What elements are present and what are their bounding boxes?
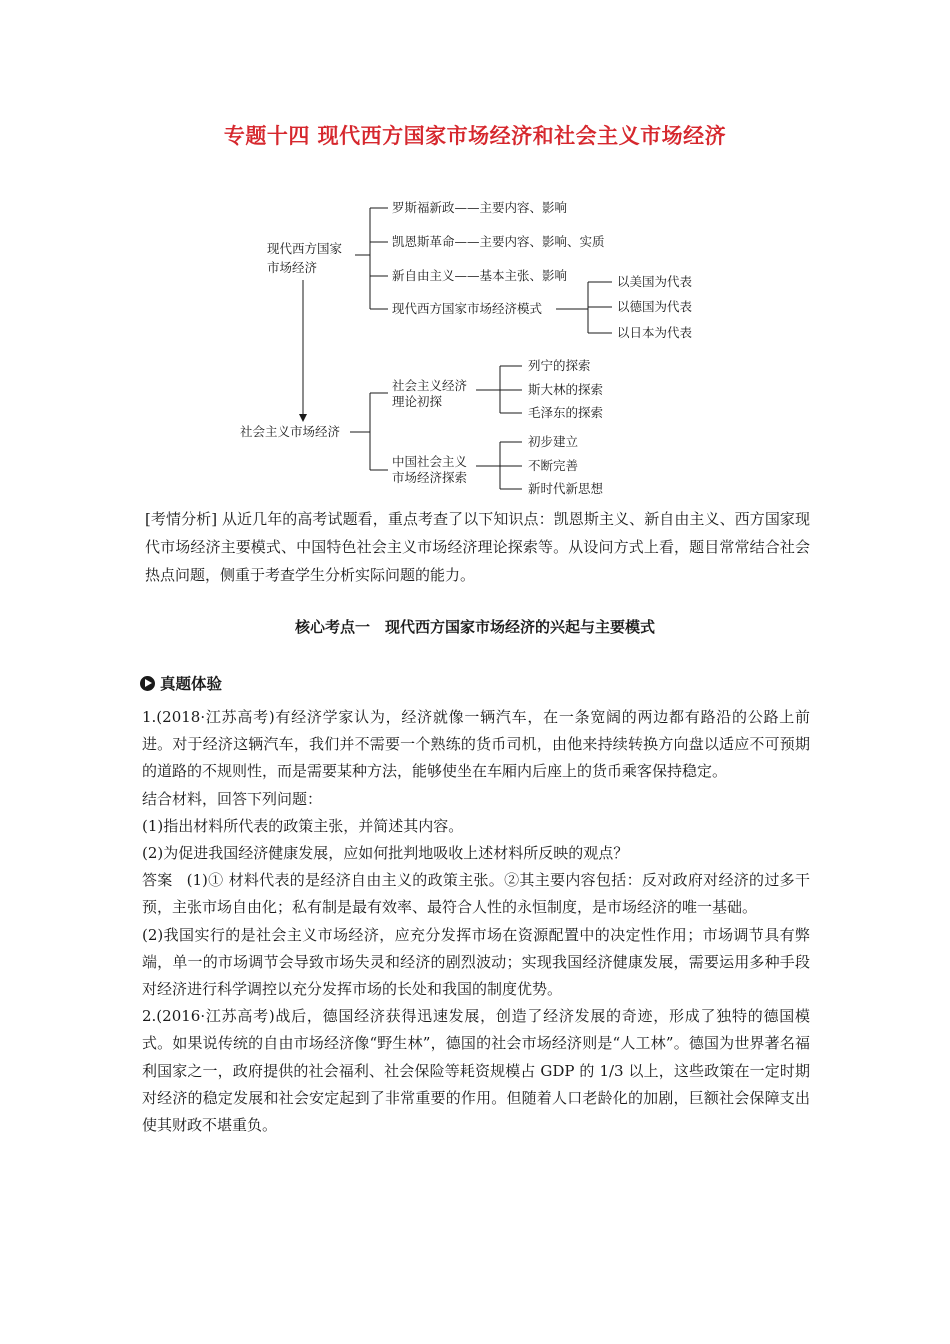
- branch-market-models: 现代西方国家市场经济模式: [392, 301, 543, 316]
- q2-stem: 2.(2016·江苏高考)战后，德国经济获得迅速发展，创造了经济发展的奇迹，形成了独特的德国模式。如果说传统的自由市场经济像“野生林”，德国的社会市场经济则是“人工林”。德国为世界著名福利国家之一，政府提供的社会福利、社会保险等耗资规模占 GDP 的 1/3 以上，这些政策在一定时期对经济的稳定发展和社会安定起到了非常重要的作用。但随着人口老龄化的加剧，巨额社会保障支出使其财政不堪重负。: [142, 1007, 810, 1135]
- q1-answer-2: (2)我国实行的是社会主义市场经济，应充分发挥市场在资源配置中的决定性作用；市场调节具有弊端，单一的市场调节会导致市场失灵和经济的剧烈波动；实现我国经济健康发展，需要运用多种手段对经济进行科学调控以充分发挥市场的长处和我国的制度优势。: [142, 925, 810, 999]
- leaf-mao: 毛泽东的探索: [528, 405, 604, 420]
- q1-prompt: 结合材料，回答下列问题：: [142, 789, 323, 808]
- play-circle-icon: [140, 676, 155, 691]
- leaf-germany: 以德国为代表: [617, 299, 693, 314]
- q1-answer-1: [142, 867, 810, 921]
- bottom-branch1-line1: 社会主义经济: [392, 378, 468, 393]
- leaf-initial: 初步建立: [528, 434, 579, 449]
- answer-label: 答案: [142, 871, 173, 890]
- bottom-branch2-line1: 中国社会主义: [392, 454, 468, 469]
- leaf-new-era: 新时代新思想: [528, 481, 604, 496]
- q1-sub1: (1)指出材料所代表的政策主张，并简述其内容。: [142, 816, 464, 835]
- q1-stem: 1.(2018·江苏高考)有经济学家认为，经济就像一辆汽车，在一条宽阔的两边都有路沿的公路上前进。对于经济这辆汽车，我们并不需要一个熟练的货币司机，由他来持续转换方向盘以适应不可预期的道路的不规则性，而是需要某种方法，能够使坐在车厢内后座上的货币乘客保持稳定。: [142, 708, 810, 781]
- arrow-down-icon: [299, 414, 307, 422]
- q1-sub2: (2)为促进我国经济健康发展，应如何批判地吸收上述材料所反映的观点？: [142, 844, 629, 863]
- branch-keynes: 凯恩斯革命——主要内容、影响、实质: [392, 234, 605, 249]
- page-title: 专题十四 现代西方国家市场经济和社会主义市场经济: [223, 124, 727, 148]
- knowledge-structure-diagram: [0, 180, 950, 500]
- leaf-improving: 不断完善: [528, 458, 579, 473]
- root-top-line2: 市场经济: [267, 260, 318, 275]
- root-bottom: 社会主义市场经济: [240, 424, 341, 439]
- q1-answer-1-text: (1)① 材料代表的是经济自由主义的政策主张。②其主要内容包括：反对政府对经济的过多干预，主张市场自由化；私有制是最有效率、最符合人性的永恒制度，是市场经济的唯一基础。: [142, 871, 810, 917]
- branch-neoliberal: 新自由主义——基本主张、影响: [392, 268, 568, 283]
- experience-heading: [140, 672, 222, 694]
- leaf-stalin: 斯大林的探索: [528, 382, 604, 397]
- leaf-usa: 以美国为代表: [617, 274, 693, 289]
- branch-roosevelt: 罗斯福新政——主要内容、影响: [392, 200, 568, 215]
- bottom-branch2-line2: 市场经济探索: [392, 470, 468, 485]
- bottom-branch1-line2: 理论初探: [392, 394, 443, 409]
- section-title: 核心考点一 现代西方国家市场经济的兴起与主要模式: [294, 618, 655, 636]
- question-body: [142, 704, 810, 1139]
- experience-heading-label: 真题体验: [160, 675, 223, 693]
- leaf-japan: 以日本为代表: [617, 325, 693, 340]
- leaf-lenin: 列宁的探索: [528, 358, 591, 373]
- root-top-line1: 现代西方国家: [267, 241, 343, 256]
- exam-analysis: [考情分析] 从近几年的高考试题看，重点考查了以下知识点：凯恩斯主义、新自由主义、西方国家现代市场经济主要模式、中国特色社会主义市场经济理论探索等。从设问方式上看，题目常常结合社会热点问题，侧重于考查学生分析实际问题的能力。: [145, 510, 810, 584]
